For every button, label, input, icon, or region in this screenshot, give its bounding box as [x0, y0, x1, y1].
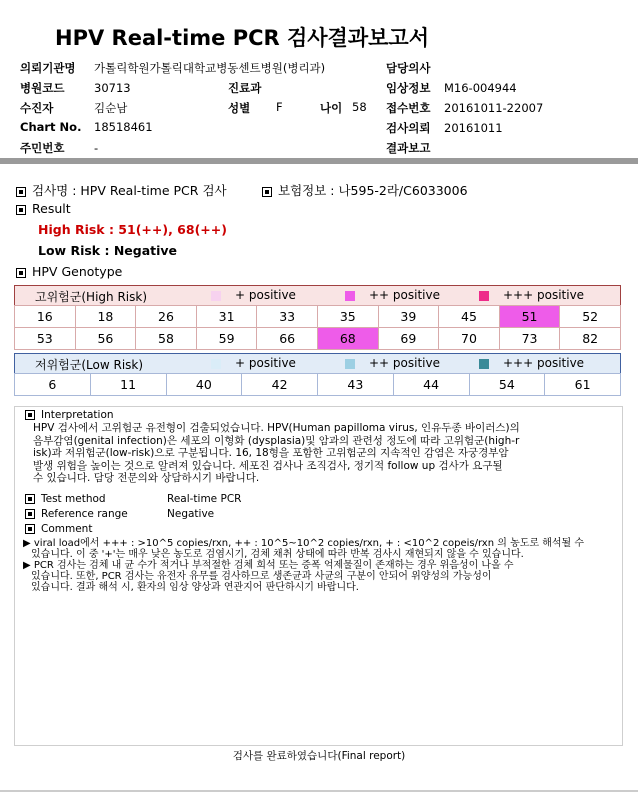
genotype-cell: 18 — [75, 306, 136, 328]
receipt-no-value: 20161011-22007 — [444, 101, 544, 115]
legend-label: +++ positive — [503, 288, 585, 302]
genotype-cell: 39 — [378, 306, 439, 328]
bullet-square-icon — [16, 187, 26, 197]
genotype-cell: 61 — [545, 374, 621, 396]
genotype-cell: 43 — [318, 374, 394, 396]
request-date-label: 검사의뢰 — [386, 121, 431, 135]
genotype-cell: 73 — [499, 328, 560, 350]
test-method-label: Test method — [41, 493, 106, 505]
test-name: 검사명 : HPV Real-time PCR 검사 — [32, 183, 227, 198]
high-legend-plusplusplus — [479, 288, 584, 302]
genotype-cell: 70 — [439, 328, 500, 350]
interp-line: isk)과 저위험군(low-risk)으로 구분됩니다. 16, 18형을 포함한 고위험군의 지속적인 감염은 자궁경부암 — [33, 447, 509, 459]
genotype-cell: 6 — [15, 374, 91, 396]
comment-line: 있습니다. 결과 해석 시, 환자의 임상 양상과 연관지어 판단하시기 바랍니다. — [31, 582, 359, 593]
test-method-value: Real-time PCR — [167, 493, 242, 505]
legend-label: + positive — [235, 356, 296, 370]
requesting-institution-label: 의뢰기관명 — [20, 61, 76, 75]
doctor-label: 담당의사 — [386, 61, 431, 75]
genotype-cell: 26 — [136, 306, 197, 328]
genotype-cell: 44 — [393, 374, 469, 396]
bullet-square-icon — [25, 509, 35, 519]
genotype-cell: 69 — [378, 328, 439, 350]
legend-label: ++ positive — [369, 288, 440, 302]
clinical-info-value: M16-004944 — [444, 81, 517, 95]
resident-no-value: - — [94, 141, 99, 155]
page-bottom-divider — [0, 790, 638, 792]
receipt-no-label: 접수번호 — [386, 101, 431, 115]
header-divider — [0, 158, 638, 164]
legend-swatch — [345, 359, 355, 369]
insurance-line — [262, 181, 468, 199]
genotype-cell: 66 — [257, 328, 318, 350]
reference-range-label: Reference range — [41, 508, 128, 520]
comment-line: 있습니다. 또한, PCR 검사는 유전자 유무를 검사하므로 생존균과 사균의 구분이 안되어 위양성의 가능성이 — [31, 571, 492, 582]
bullet-square-icon — [16, 205, 26, 215]
legend-label: + positive — [235, 288, 296, 302]
high-risk-result: High Risk : 51(++), 68(++) — [38, 222, 227, 237]
genotype-cell: 59 — [196, 328, 257, 350]
genotype-row — [15, 306, 621, 328]
interp-line: 음부감염(genital infection)은 세포의 이형화 (dysplasia)및 암과의 관련성 정도에 따라 고위험군(high-r — [33, 434, 520, 447]
bullet-square-icon — [25, 410, 35, 420]
low-risk-result: Low Risk : Negative — [38, 243, 178, 258]
chart-no-value: 18518461 — [94, 120, 153, 134]
result-heading — [16, 201, 71, 216]
legend-swatch — [211, 359, 221, 369]
genotype-heading — [16, 264, 122, 279]
interpretation-heading — [25, 409, 114, 422]
insurance-info: 보험정보 : 나595-2라/C6033006 — [278, 183, 468, 198]
legend-swatch — [211, 291, 221, 301]
comment-label: Comment — [41, 523, 93, 535]
interp-line: 발생 위험을 높이는 것으로 알려져 있습니다. 세포진 검사나 조직검사, 정기적 follow up 검사가 요구될 — [33, 459, 503, 472]
report-title: HPV Real-time PCR 검사결과보고서 — [55, 26, 429, 50]
interp-line: HPV 검사에서 고위험군 유전형이 검출되었습니다. HPV(Human papilloma virus, 인유두종 바이러스)의 — [33, 422, 520, 434]
genotype-cell: 54 — [469, 374, 545, 396]
low-risk-table — [14, 373, 621, 396]
result-title: Result — [32, 201, 71, 216]
low-legend-plus — [211, 356, 296, 370]
test-name-line — [16, 181, 227, 199]
genotype-row — [15, 328, 621, 350]
patient-label: 수진자 — [20, 101, 54, 115]
genotype-cell: 35 — [317, 306, 378, 328]
test-method-row — [25, 493, 241, 506]
high-legend-plusplus — [345, 288, 440, 302]
high-risk-header — [14, 285, 621, 305]
genotype-cell: 56 — [75, 328, 136, 350]
genotype-cell: 42 — [242, 374, 318, 396]
age-label: 나이 — [320, 101, 343, 115]
resident-no-label: 주민번호 — [20, 141, 65, 155]
genotype-cell: 52 — [560, 306, 621, 328]
genotype-cell: 31 — [196, 306, 257, 328]
legend-swatch — [479, 359, 489, 369]
legend-label: +++ positive — [503, 356, 585, 370]
genotype-cell: 82 — [560, 328, 621, 350]
final-report-note: 검사를 완료하였습니다(Final report) — [232, 750, 406, 762]
legend-label: ++ positive — [369, 356, 440, 370]
interpretation-box — [14, 406, 623, 746]
legend-swatch — [345, 291, 355, 301]
header-right — [386, 60, 543, 160]
comment-line: ▶ PCR 검사는 검체 내 균 수가 적거나 부적절한 검체 희석 또는 증폭 억제물질이 존재하는 경우 위음성이 나올 수 — [23, 560, 514, 571]
genotype-cell: 40 — [166, 374, 242, 396]
genotype-row — [15, 374, 621, 396]
bullet-square-icon — [262, 187, 272, 197]
hospital-code-value: 30713 — [94, 81, 131, 95]
sex-label: 성별 — [228, 101, 251, 115]
hospital-code-label: 병원코드 — [20, 81, 65, 95]
reference-range-row — [25, 508, 214, 521]
comment-row — [25, 523, 92, 536]
low-legend-plusplus — [345, 356, 440, 370]
interpretation-title: Interpretation — [41, 409, 114, 421]
comment-line: 있습니다. 이 중 '+'는 매우 낮은 농도로 검염시기, 검체 채취 상태에 따라 반복 검사시 재현되지 않을 수 있습니다. — [31, 549, 524, 560]
bullet-square-icon — [25, 494, 35, 504]
genotype-cell: 51 — [499, 306, 560, 328]
request-date-value: 20161011 — [444, 121, 503, 135]
department-label: 진료과 — [228, 81, 262, 95]
genotype-title: HPV Genotype — [32, 264, 123, 279]
comment-text — [23, 538, 584, 593]
comment-line: ▶ viral load에서 +++ : >10^5 copies/rxn, ++ : 10^5~10^2 copies/rxn, + : <10^2 copeis/rxn 의 농도로 해석될 수 — [23, 538, 585, 549]
genotype-cell: 68 — [317, 328, 378, 350]
genotype-cell: 11 — [90, 374, 166, 396]
clinical-info-label: 임상정보 — [386, 81, 431, 95]
genotype-cell: 16 — [15, 306, 76, 328]
low-legend-plusplusplus — [479, 356, 584, 370]
genotype-cell: 33 — [257, 306, 318, 328]
interpretation-text — [33, 422, 520, 485]
sex-value: F — [276, 100, 283, 114]
chart-no-label: Chart No. — [20, 120, 82, 134]
requesting-institution-value: 가톨릭학원가톨릭대학교병동센트병원(병리과) — [94, 61, 326, 75]
genotype-cell: 58 — [136, 328, 197, 350]
reference-range-value: Negative — [167, 508, 215, 520]
high-risk-label: 고위험군(High Risk) — [35, 290, 147, 304]
low-risk-header — [14, 353, 621, 373]
genotype-cell: 45 — [439, 306, 500, 328]
bullet-square-icon — [25, 524, 35, 534]
legend-swatch — [479, 291, 489, 301]
patient-value: 김순남 — [94, 101, 128, 115]
low-risk-label: 저위험군(Low Risk) — [35, 358, 144, 372]
genotype-cell: 53 — [15, 328, 76, 350]
age-value: 58 — [352, 100, 367, 114]
high-legend-plus — [211, 288, 296, 302]
report-date-label: 결과보고 — [386, 141, 431, 155]
interp-line: 수 있습니다. 담당 전문의와 상담하시기 바랍니다. — [33, 472, 260, 484]
bullet-square-icon — [16, 268, 26, 278]
high-risk-table — [14, 305, 621, 350]
